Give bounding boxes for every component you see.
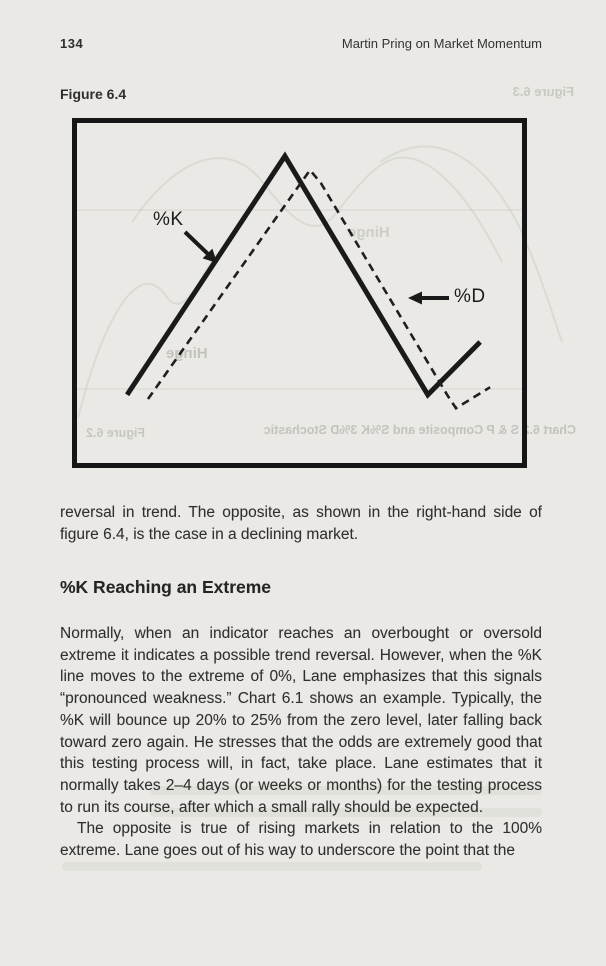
bleedthrough-hinge-label-upper: Hinge [348, 224, 390, 241]
bleedthrough-chart-6-2-caption: Chart 6.2 S & P Composite and S%K 3%D Stochastic [263, 423, 576, 437]
bleedthrough-smudge [62, 862, 482, 871]
k-line-label: %K [153, 209, 184, 230]
bleedthrough-hinge-label-lower: Hinge [166, 345, 208, 362]
page-number: 134 [60, 36, 84, 51]
running-header: Martin Pring on Market Momentum [341, 36, 542, 51]
figure-label: Figure 6.4 [60, 86, 127, 102]
figure-6-4-chart [72, 118, 527, 468]
bleedthrough-figure-6-2-label: Figure 6.2 [86, 426, 146, 440]
bleedthrough-figure-6-3-label: Figure 6.3 [512, 84, 574, 99]
k-annotation-arrow [185, 232, 217, 263]
paragraph: reversal in trend. The opposite, as shown in the right-hand side of figure 6.4, is the case in a declining market. [60, 504, 542, 543]
paragraph: The opposite is true of rising markets in relation to the 100% extreme. Lane goes out of his way to underscore the point that the [60, 820, 542, 860]
text-block-continuation [60, 502, 542, 545]
d-line-label: %D [454, 286, 486, 307]
paragraph: Normally, when an indicator reaches an overbought or oversold extreme it indicates a possible trend reversal. However, when the %K line moves to the extreme of 0%, Lane emphasizes that this signals “pronounced weakness.” Chart 6.1 shows an example. Typically, the %K will bounce up 20% to 25% from the zero level, later falling back toward zero again. He stresses that the odds are extremely good that this testing process will, in fact, take place. Lane estimates that it normally takes 2–4 days (or weeks or months) for the testing process to run its course, after which a small rally should be expected. [60, 625, 542, 816]
text-block-main [60, 623, 542, 862]
section-heading: %K Reaching an Extreme [60, 577, 272, 597]
d-annotation-arrow [408, 292, 449, 305]
